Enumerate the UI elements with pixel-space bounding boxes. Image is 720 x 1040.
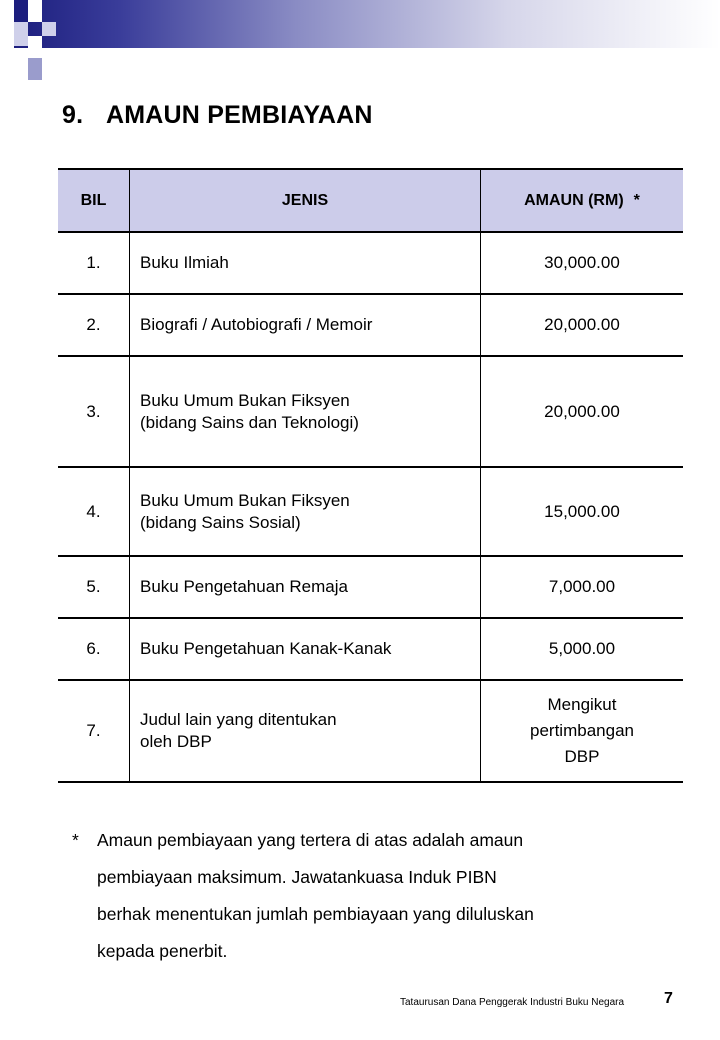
cell-jenis-line: (bidang Sains Sosial) bbox=[140, 512, 301, 532]
cell-jenis bbox=[130, 467, 481, 556]
header-gradient-bar bbox=[14, 0, 720, 48]
cell-amaun: 15,000.00 bbox=[481, 467, 684, 556]
cell-jenis: Biografi / Autobiografi / Memoir bbox=[130, 294, 481, 356]
table-row bbox=[58, 356, 683, 467]
header-square-decoration bbox=[28, 0, 42, 22]
column-header-jenis: JENIS bbox=[130, 169, 481, 232]
cell-amaun: 7,000.00 bbox=[481, 556, 684, 618]
section-title: AMAUN PEMBIAYAAN bbox=[106, 101, 373, 129]
cell-amaun: 5,000.00 bbox=[481, 618, 684, 680]
cell-jenis: Buku Ilmiah bbox=[130, 232, 481, 294]
footnote-line: berhak menentukan jumlah pembiayaan yang diluluskan bbox=[97, 904, 534, 924]
cell-bil: 3. bbox=[58, 356, 130, 467]
cell-jenis-line: oleh DBP bbox=[140, 732, 212, 751]
cell-jenis-line: Buku Umum Bukan Fiksyen bbox=[140, 390, 350, 410]
header-square-decoration bbox=[14, 22, 28, 46]
cell-bil: 2. bbox=[58, 294, 130, 356]
footnote-marker: * bbox=[72, 830, 79, 850]
cell-amaun: 20,000.00 bbox=[481, 356, 684, 467]
footnote-line: pembiayaan maksimum. Jawatankuasa Induk PIBN bbox=[97, 867, 497, 887]
footnote bbox=[72, 822, 642, 970]
table-row bbox=[58, 294, 683, 356]
funding-table bbox=[58, 168, 683, 783]
cell-amaun-line: DBP bbox=[564, 747, 600, 766]
table-row bbox=[58, 556, 683, 618]
cell-jenis-line: Buku Umum Bukan Fiksyen bbox=[140, 490, 350, 510]
cell-amaun-line: Mengikut bbox=[547, 695, 617, 714]
footnote-line: kepada penerbit. bbox=[97, 941, 228, 961]
header-square-decoration bbox=[28, 36, 42, 58]
header-square-decoration bbox=[42, 22, 56, 36]
cell-amaun: 30,000.00 bbox=[481, 232, 684, 294]
table-row bbox=[58, 618, 683, 680]
cell-jenis: Buku Pengetahuan Kanak-Kanak bbox=[130, 618, 481, 680]
cell-bil: 1. bbox=[58, 232, 130, 294]
table-row bbox=[58, 232, 683, 294]
table-header-row bbox=[58, 169, 683, 232]
cell-bil: 7. bbox=[58, 680, 130, 782]
cell-amaun: 20,000.00 bbox=[481, 294, 684, 356]
cell-bil: 6. bbox=[58, 618, 130, 680]
header-square-decoration bbox=[14, 0, 28, 22]
cell-jenis bbox=[130, 680, 481, 782]
table-row bbox=[58, 680, 683, 782]
cell-jenis bbox=[130, 356, 481, 467]
column-header-amaun-label: AMAUN (RM) bbox=[524, 191, 624, 209]
cell-bil: 5. bbox=[58, 556, 130, 618]
column-header-bil: BIL bbox=[58, 169, 130, 232]
cell-amaun bbox=[481, 680, 684, 782]
cell-jenis-line: (bidang Sains dan Teknologi) bbox=[140, 412, 359, 432]
page-number: 7 bbox=[664, 990, 673, 1007]
footnote-line: Amaun pembiayaan yang tertera di atas adalah amaun bbox=[97, 830, 524, 850]
table-row bbox=[58, 467, 683, 556]
footer-text: Tataurusan Dana Penggerak Industri Buku Negara bbox=[400, 997, 625, 1008]
page-title bbox=[62, 101, 373, 130]
footnote-text bbox=[97, 822, 642, 970]
cell-jenis: Buku Pengetahuan Remaja bbox=[130, 556, 481, 618]
header-square-decoration bbox=[0, 22, 14, 46]
footnote-marker: * bbox=[633, 191, 640, 209]
cell-bil: 4. bbox=[58, 467, 130, 556]
section-number: 9. bbox=[62, 101, 84, 129]
cell-jenis-line: Judul lain yang ditentukan bbox=[140, 710, 337, 729]
cell-amaun-line: pertimbangan bbox=[530, 721, 634, 740]
column-header-amaun bbox=[481, 169, 684, 232]
header-square-decoration bbox=[28, 58, 42, 80]
